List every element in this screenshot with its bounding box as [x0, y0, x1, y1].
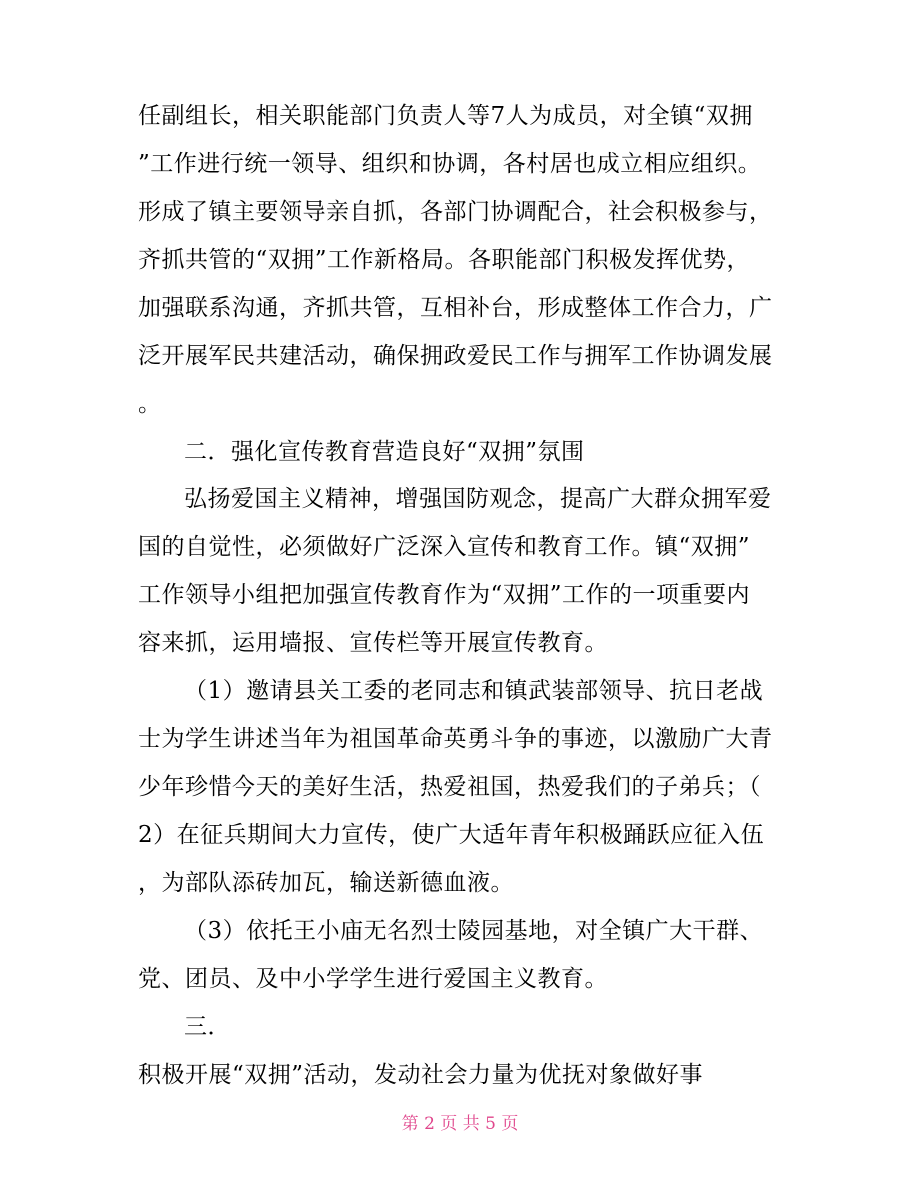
text-line: （3）依托王小庙无名烈士陵园基地，对全镇广大干群、 — [184, 918, 764, 944]
text-line: 少年珍惜今天的美好生活，热爱祖国，热爱我们的子弟兵；（ — [138, 774, 761, 800]
text-line: 士为学生讲述当年为祖国革命英勇斗争的事迹，以激励广大青 — [138, 726, 773, 752]
text-line: 弘扬爱国主义精神，增强国防观念，提高广大群众拥军爱 — [184, 486, 772, 512]
text-line: 党、团员、及中小学学生进行爱国主义教育。 — [138, 966, 608, 992]
text-line: 积极开展“双拥”活动，发动社会力量为优抚对象做好事 — [138, 1062, 704, 1088]
text-line: （1）邀请县关工委的老同志和镇武装部领导、抗日老战 — [184, 678, 764, 704]
text-line: 齐抓共管的“双拥”工作新格局。各职能部门积极发挥优势， — [138, 247, 751, 273]
text-line: 任副组长，相关职能部门负责人等7人为成员，对全镇“双拥 — [138, 103, 753, 129]
section-heading: 二．强化宣传教育营造良好“双拥”氛围 — [184, 439, 585, 465]
section-heading: 三． — [184, 1014, 231, 1040]
text-line: 形成了镇主要领导亲自抓，各部门协调配合，社会积极参与， — [138, 199, 773, 225]
text-line: 工作领导小组把加强宣传教育作为“双拥”工作的一项重要内 — [138, 582, 751, 608]
text-line: ，为部队添砖加瓦，输送新德血液。 — [138, 870, 514, 896]
page-number-footer: 第 2 页 共 5 页 — [401, 1114, 519, 1134]
text-line: 加强联系沟通，齐抓共管，互相补台，形成整体工作合力，广 — [138, 295, 773, 321]
text-line: 。 — [138, 391, 162, 417]
text-line: ”工作进行统一领导、组织和协调，各村居也成立相应组织。 — [138, 151, 762, 177]
text-line: 国的自觉性，必须做好广泛深入宣传和教育工作。镇“双拥” — [138, 534, 751, 560]
text-line: 容来抓，运用墙报、宣传栏等开展宣传教育。 — [138, 630, 608, 656]
text-line: 2）在征兵期间大力宣传，使广大适年青年积极踊跃应征入伍 — [138, 822, 765, 848]
text-line: 泛开展军民共建活动，确保拥政爱民工作与拥军工作协调发展 — [138, 343, 773, 369]
